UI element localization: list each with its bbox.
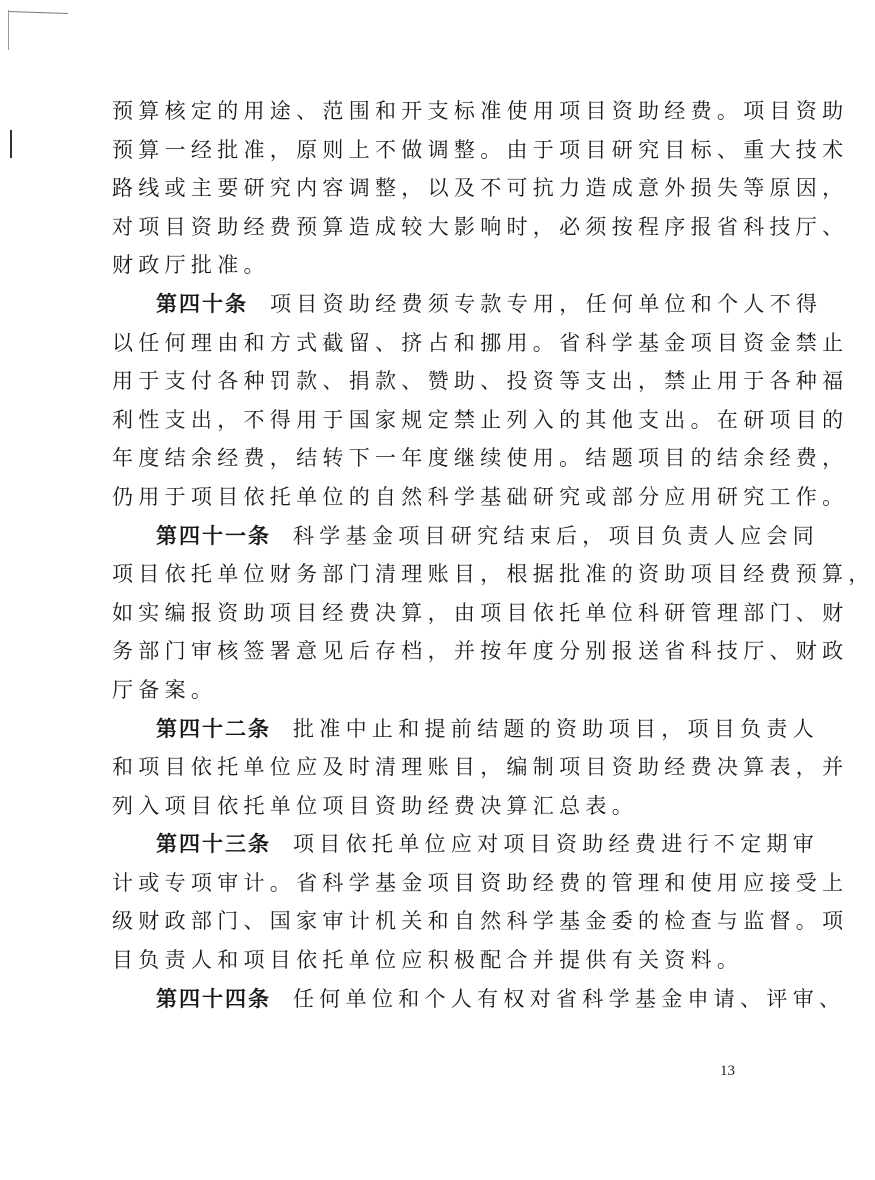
article-first-line bbox=[112, 517, 819, 556]
article-label: 第四十一条 bbox=[156, 523, 271, 548]
page-number: 13 bbox=[720, 1063, 735, 1079]
text-line: 项目依托单位财务部门清理账目，根据批准的资助项目经费预算， bbox=[112, 562, 875, 587]
text-line: 利性支出，不得用于国家规定禁止列入的其他支出。在研项目的 bbox=[112, 407, 849, 432]
article-label: 第四十二条 bbox=[156, 716, 271, 741]
text-line: 路线或主要研究内容调整，以及不可抗力造成意外损失等原因， bbox=[112, 176, 849, 201]
article-44 bbox=[112, 980, 846, 1019]
article-first-line bbox=[112, 825, 819, 864]
scan-artifact-top bbox=[8, 11, 68, 14]
text-line: 预算一经批准，原则上不做调整。由于项目研究目标、重大技术 bbox=[112, 137, 849, 162]
text-line: 列入项目依托单位项目资助经费决算汇总表。 bbox=[112, 793, 638, 818]
text-line: 用于支付各种罚款、捐款、赞助、投资等支出，禁止用于各种福 bbox=[112, 369, 849, 394]
text-line: 如实编报资助项目经费决算，由项目依托单位科研管理部门、财 bbox=[112, 600, 849, 625]
article-label: 第四十条 bbox=[156, 291, 248, 316]
text-line: 对项目资助经费预算造成较大影响时，必须按程序报省科技厅、 bbox=[112, 214, 849, 239]
text-line: 和项目依托单位应及时清理账目，编制项目资助经费决算表，并 bbox=[112, 755, 849, 780]
article-first-line bbox=[112, 710, 819, 749]
article-first-line bbox=[112, 980, 846, 1019]
article-40 bbox=[112, 285, 849, 517]
text-line: 项目资助经费须专款专用，任何单位和个人不得 bbox=[270, 291, 823, 316]
article-label: 第四十四条 bbox=[156, 986, 271, 1011]
article-42 bbox=[112, 710, 849, 826]
document-body bbox=[112, 92, 875, 1018]
article-41 bbox=[112, 517, 875, 710]
text-line: 年度结余经费，结转下一年度继续使用。结题项目的结余经费， bbox=[112, 446, 849, 471]
text-line: 项目依托单位应对项目资助经费进行不定期审 bbox=[293, 832, 819, 857]
text-line: 任何单位和个人有权对省科学基金申请、评审、 bbox=[293, 986, 846, 1011]
article-first-line bbox=[112, 285, 823, 324]
text-line: 以任何理由和方式截留、挤占和挪用。省科学基金项目资金禁止 bbox=[112, 330, 849, 355]
text-line: 计或专项审计。省科学基金项目资助经费的管理和使用应接受上 bbox=[112, 870, 849, 895]
text-line: 厅备案。 bbox=[112, 677, 218, 702]
article-43 bbox=[112, 825, 849, 979]
text-line: 务部门审核签署意见后存档，并按年度分别报送省科技厅、财政 bbox=[112, 639, 849, 664]
text-line: 财政厅批准。 bbox=[112, 253, 270, 278]
text-line: 级财政部门、国家审计机关和自然科学基金委的检查与监督。项 bbox=[112, 909, 849, 934]
article-label: 第四十三条 bbox=[156, 832, 271, 857]
text-line: 预算核定的用途、范围和开支标准使用项目资助经费。项目资助 bbox=[112, 99, 849, 123]
text-line: 批准中止和提前结题的资助项目，项目负责人 bbox=[293, 716, 819, 741]
scan-artifact-left bbox=[10, 130, 12, 158]
scan-artifact-corner bbox=[8, 10, 9, 50]
text-line: 仍用于项目依托单位的自然科学基础研究或部分应用研究工作。 bbox=[112, 484, 849, 509]
text-line: 目负责人和项目依托单位应积极配合并提供有关资料。 bbox=[112, 948, 744, 973]
text-line: 科学基金项目研究结束后，项目负责人应会同 bbox=[293, 523, 819, 548]
paragraph-continuation bbox=[112, 92, 849, 285]
